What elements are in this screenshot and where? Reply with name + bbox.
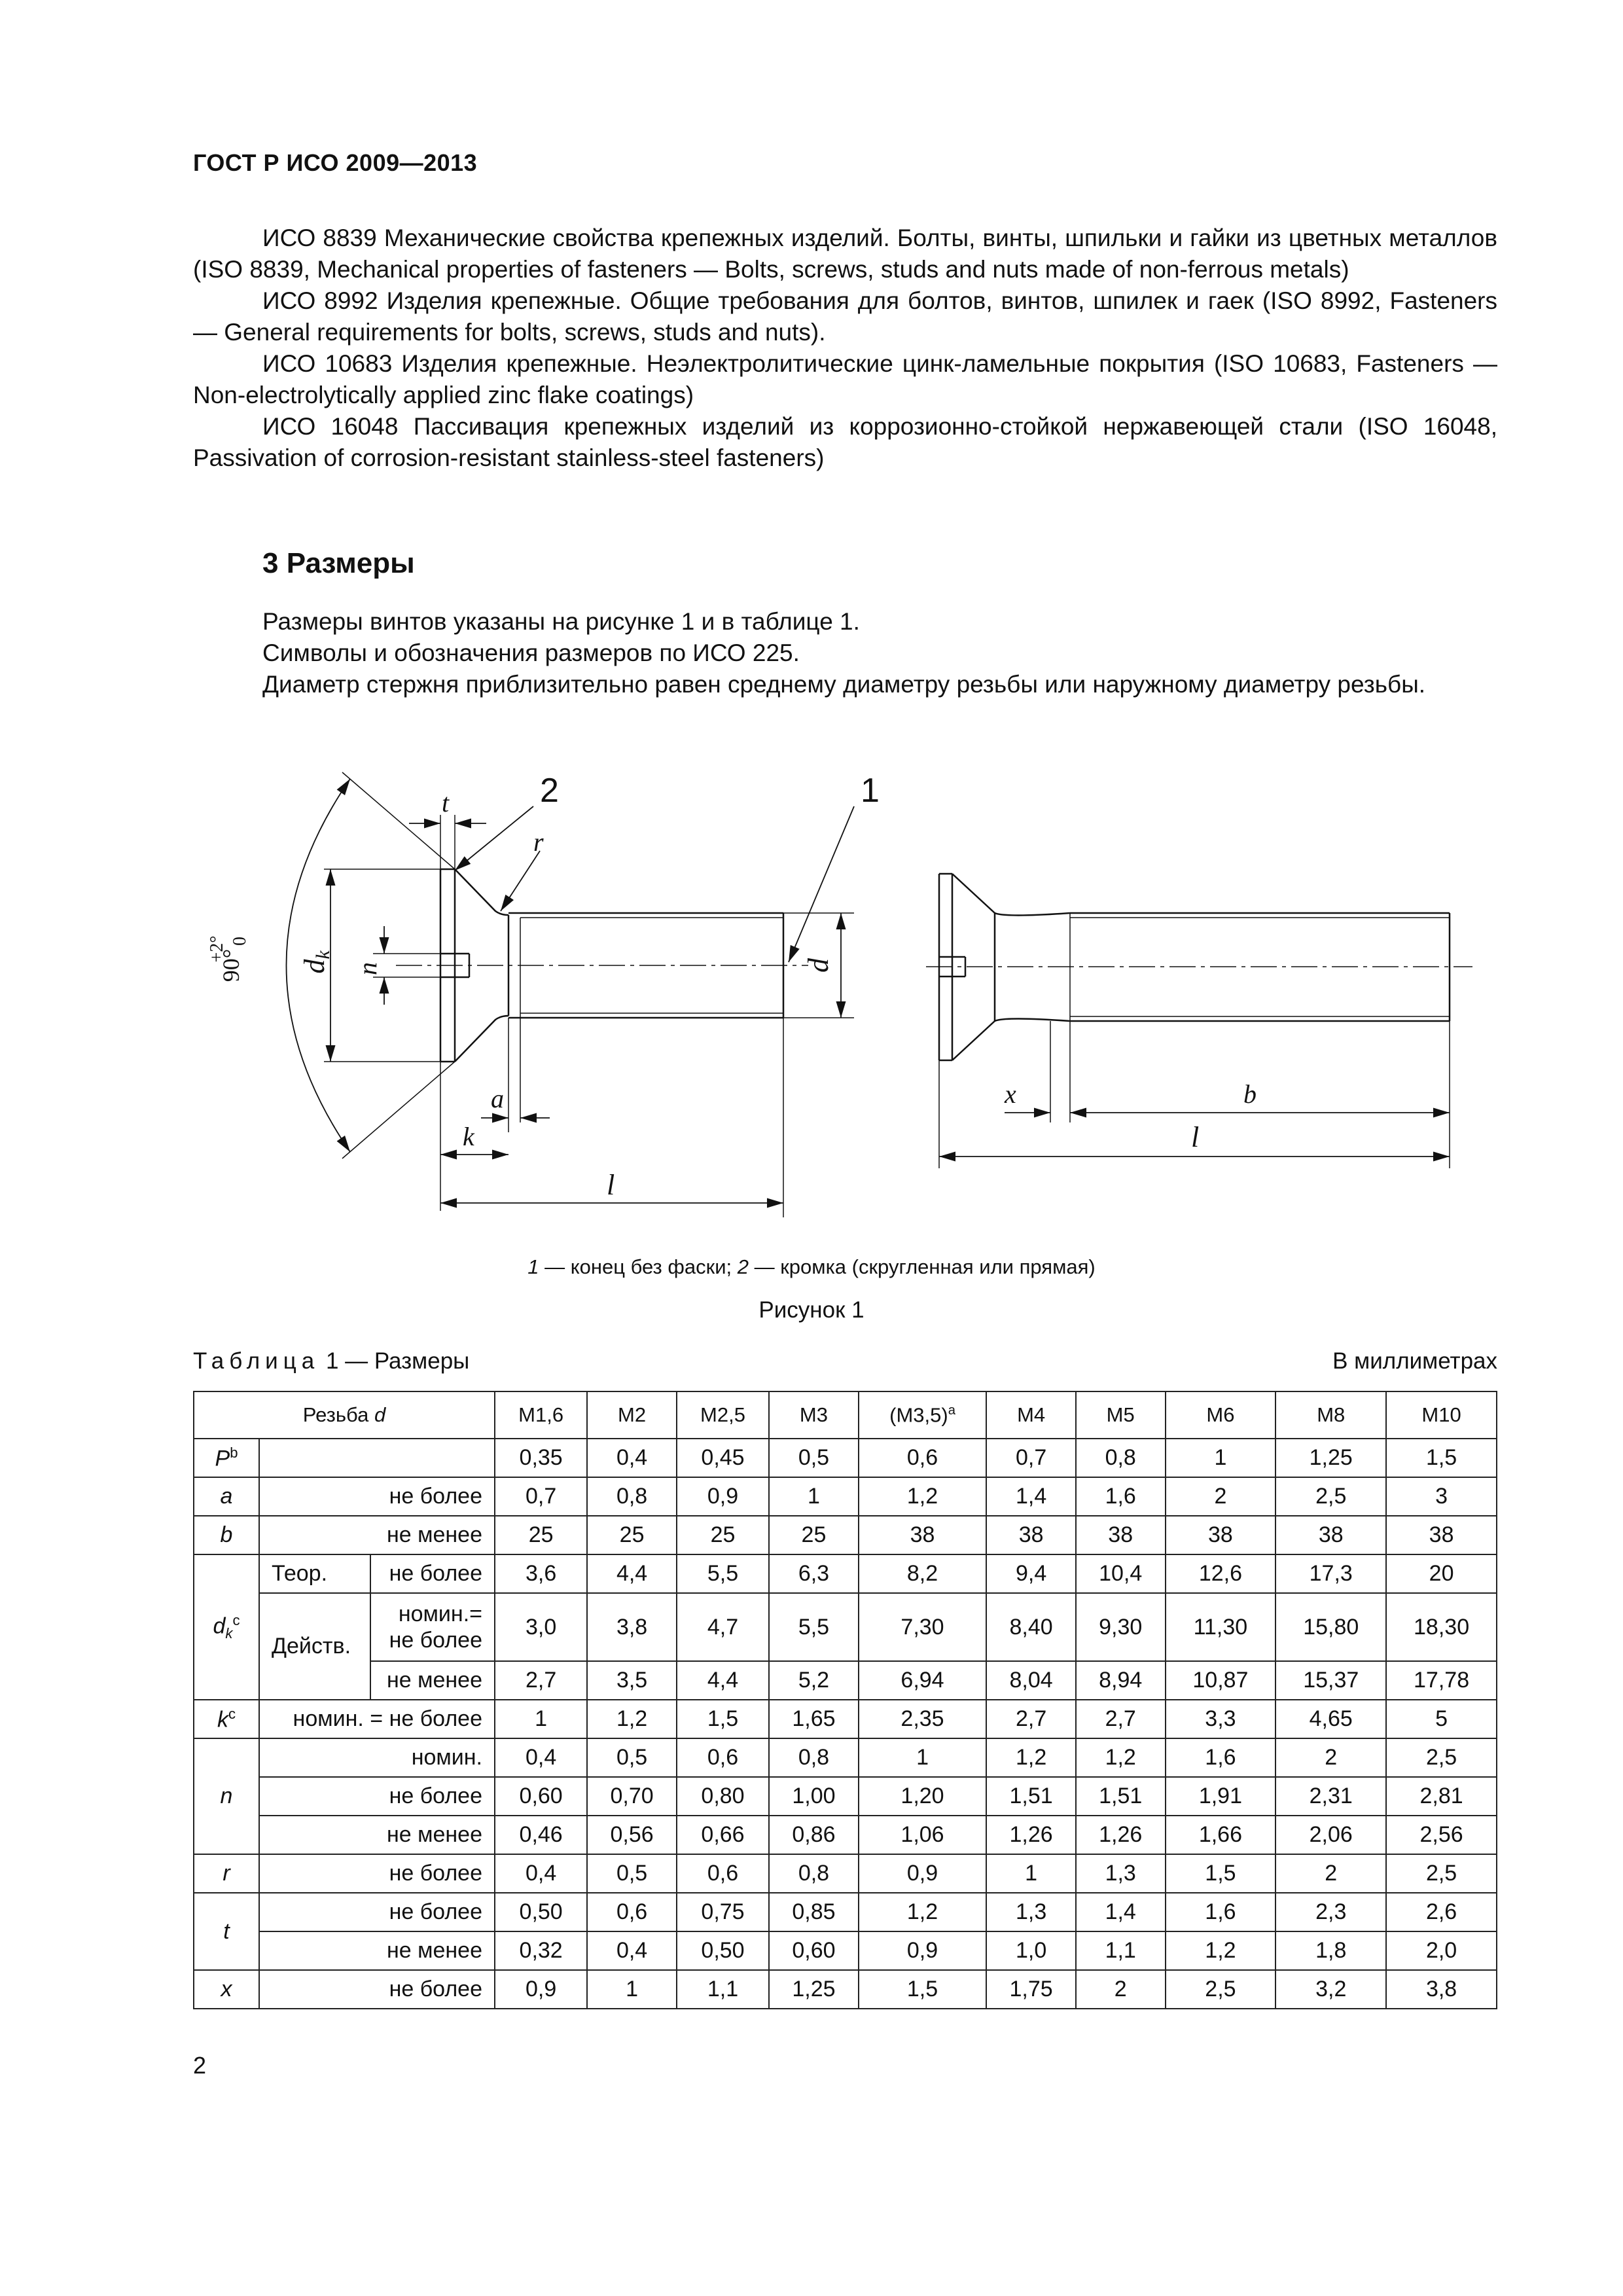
row-symbol: $P^b$ <box>194 1439 259 1477</box>
table-row: не менее 2,7 3,5 4,4 5,2 6,94 8,04 8,94 10,87 15,37 17,78 <box>194 1661 1497 1700</box>
thread-col: M2,5 <box>677 1391 769 1439</box>
label-l-right: l <box>1191 1121 1200 1153</box>
thread-col: M1,6 <box>495 1391 587 1439</box>
dimensions-table <box>193 1391 1497 2009</box>
table-row: t не более 0,50 0,6 0,75 0,85 1,2 1,3 1,4 1,6 2,3 2,6 <box>194 1893 1497 1931</box>
thread-col: $(M3,5)^a$ <box>859 1391 987 1439</box>
label-tolerance-plus: +2° <box>207 935 227 963</box>
paragraph: Диаметр стержня приблизительно равен среднему диаметру резьбы или наружному диаметру резьбы. <box>262 671 1426 698</box>
table-row: не более 0,60 0,70 0,80 1,00 1,20 1,51 1,51 1,91 2,31 2,81 <box>194 1777 1497 1816</box>
table-row: Действ. номин.= не более 3,0 3,8 4,7 5,5 7,30 8,40 9,30 11,30 15,80 18,30 <box>194 1593 1497 1661</box>
thread-col: M10 <box>1386 1391 1497 1439</box>
row-symbol: b <box>194 1516 259 1554</box>
label-t: t <box>442 788 450 817</box>
label-x: x <box>1005 1079 1016 1109</box>
thread-col: M5 <box>1076 1391 1166 1439</box>
row-symbol: n <box>194 1738 259 1854</box>
table-row: не менее 0,32 0,4 0,50 0,60 0,9 1,0 1,1 1,2 1,8 2,0 <box>194 1931 1497 1970</box>
table-row: $d_k^c$ Теор. не более 3,6 4,4 5,5 6,3 8,2 9,4 10,4 12,6 17,3 20 <box>194 1554 1497 1593</box>
table-row: r не более 0,4 0,5 0,6 0,8 0,9 1 1,3 1,5 2 2,5 <box>194 1854 1497 1893</box>
row-symbol: $d_k^c$ <box>194 1554 259 1700</box>
row-symbol: r <box>194 1854 259 1893</box>
screw-drawing <box>193 766 1502 1250</box>
row-symbol: x <box>194 1970 259 2009</box>
thread-col: M6 <box>1166 1391 1276 1439</box>
table-units: В миллиметрах <box>1332 1348 1497 1374</box>
label-n: n <box>353 962 382 975</box>
table-title: Таблица 1 — Размеры <box>193 1348 470 1374</box>
table-header-row <box>194 1391 1497 1439</box>
label-l-left: l <box>607 1169 615 1201</box>
paragraph: Размеры винтов указаны на рисунке 1 и в таблице 1. <box>262 608 860 635</box>
label-k: k <box>463 1122 474 1151</box>
thread-col: M2 <box>587 1391 677 1439</box>
paragraph: Символы и обозначения размеров по ИСО 225. <box>262 639 800 666</box>
thread-col: M4 <box>986 1391 1076 1439</box>
reference-list <box>193 223 1497 474</box>
table-row: $k^c$ номин. = не более 1 1,2 1,5 1,65 2,35 2,7 2,7 3,3 4,65 5 <box>194 1700 1497 1738</box>
row-symbol: a <box>194 1477 259 1516</box>
label-b: b <box>1243 1079 1257 1109</box>
thread-col: M3 <box>769 1391 859 1439</box>
table-row: n номин. 0,4 0,5 0,6 0,8 1 1,2 1,2 1,6 2 2,5 <box>194 1738 1497 1777</box>
label-d: d <box>802 958 834 973</box>
label-dk: dk <box>298 950 334 974</box>
row-symbol: t <box>194 1893 259 1970</box>
table-row: a не более 0,7 0,8 0,9 1 1,2 1,4 1,6 2 2,5 3 <box>194 1477 1497 1516</box>
section-title: 3 Размеры <box>262 547 415 579</box>
callout-1: 1 <box>861 772 880 810</box>
label-tolerance-zero: 0 <box>230 937 250 946</box>
callout-2: 2 <box>540 772 559 810</box>
table-row: не менее 0,46 0,56 0,66 0,86 1,06 1,26 1,26 1,66 2,06 2,56 <box>194 1816 1497 1854</box>
thread-header: Резьба d <box>194 1391 495 1439</box>
right-view <box>926 874 1472 1168</box>
reference-item: ИСО 16048 Пассивация крепежных изделий из коррозионно-стойкой нержавеющей стали (ISO 16048, Passivation of corrosion-resistant stainless-steel fasteners) <box>193 413 1497 471</box>
label-angle: 90° <box>218 948 244 982</box>
label-a: a <box>491 1084 504 1113</box>
reference-item: ИСО 8992 Изделия крепежные. Общие требования для болтов, винтов, шпилек и гаек (ISO 8992, Fasteners — General requirements for bolts, screws, studs and nuts). <box>193 287 1497 346</box>
table-row: b не менее 25 25 25 25 38 38 38 38 38 38 <box>194 1516 1497 1554</box>
page-number: 2 <box>193 2052 207 2079</box>
table-row: $P^b$ 0,35 0,4 0,45 0,5 0,6 0,7 0,8 1 1,25 1,5 <box>194 1439 1497 1477</box>
section-body <box>193 606 1497 700</box>
page-header: ГОСТ Р ИСО 2009—2013 <box>193 149 478 176</box>
row-symbol: $k^c$ <box>194 1700 259 1738</box>
label-r: r <box>533 827 544 857</box>
reference-item: ИСО 10683 Изделия крепежные. Неэлектролитические цинк-ламельные покрытия (ISO 10683, Fasteners — Non-electrolytically applied zinc flake coatings) <box>193 350 1497 408</box>
reference-item: ИСО 8839 Механические свойства крепежных изделий. Болты, винты, шпильки и гайки из цветных металлов (ISO 8839, Mechanical properties of fasteners — Bolts, screws, studs and nuts made of non-ferrous metals) <box>193 224 1497 283</box>
left-view <box>287 772 855 1217</box>
figure-title: Рисунок 1 <box>758 1297 865 1323</box>
thread-col: M8 <box>1275 1391 1386 1439</box>
figure-caption: 1 — конец без фаски; 2 — кромка (скругленная или прямая) <box>527 1255 1096 1278</box>
table-row: x не более 0,9 1 1,1 1,25 1,5 1,75 2 2,5 3,2 3,8 <box>194 1970 1497 2009</box>
